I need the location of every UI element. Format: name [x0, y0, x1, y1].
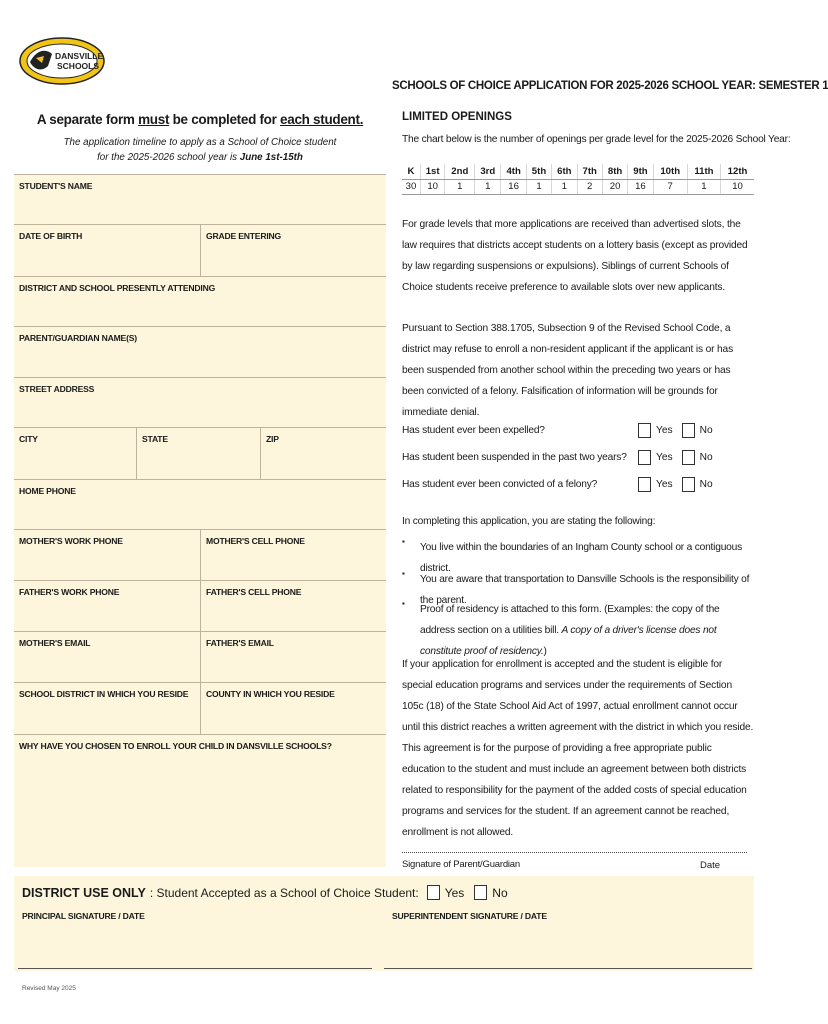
home-phone-label: HOME PHONE	[19, 486, 76, 496]
grade-cell: 4th	[501, 164, 526, 179]
openings-cell: 1	[445, 179, 475, 194]
no-label: No	[699, 425, 713, 436]
state-field[interactable]	[136, 428, 260, 479]
special-education-paragraph: If your application for enrollment is accepted and the student is eligible for special education programs and services under the requirements of Section 105c (18) of the State School Aid Act of 1997, actual enrollment cannot occur until this district reaches a written agreement with the district in which you reside. This agreement is for the purpose of providing a free appropriate public education to the student and must include an agreement between both districts related to responsibility for the payment of the added costs of special education programs and services for the student. If an agreement cannot be reached, enrollment is not allowed.	[402, 659, 754, 838]
revised-date: Revised May 2025	[22, 985, 76, 992]
separate-form-heading	[14, 112, 386, 127]
section-388-paragraph: Pursuant to Section 388.1705, Subsection 9 of the Revised School Code, a district may refuse to enroll a non-resident applicant if the applicant is or has been suspended from another school within the preceding two years or has been convicted of a felony. Falsification of information will be grounds for immediate denial.	[402, 323, 734, 418]
suspended-question: Has student been suspended in the past two years?	[402, 452, 627, 463]
proof-text-end: )	[543, 646, 547, 657]
parent-guardian-label: PARENT/GUARDIAN NAME(S)	[19, 333, 137, 343]
no-label: No	[699, 452, 713, 463]
student-form	[14, 174, 386, 867]
timeline-line2: for the 2025-2026 school year is	[97, 152, 240, 163]
limited-openings-heading: LIMITED OPENINGS	[402, 111, 512, 123]
openings-cell: 30	[402, 179, 420, 194]
lottery-paragraph: For grade levels that more applications are received than advertised slots, the law requires that districts accept students on a lottery basis (except as provided by law regarding suspensions or expulsions). Siblings of current Schools of Choice students receive preference to available slots over new applicants.	[402, 219, 748, 293]
city-field[interactable]	[14, 428, 136, 479]
heading-middle: be completed for	[169, 112, 281, 127]
suspended-options	[638, 450, 713, 465]
zip-field[interactable]	[260, 428, 386, 479]
city-state-zip-row	[14, 428, 386, 480]
timeline-dates: June 1st-15th	[239, 152, 303, 163]
grade-entering-field[interactable]	[200, 225, 386, 276]
limited-openings-subtitle: The chart below is the number of openings per grade level for the 2025-2026 School Year:	[402, 134, 791, 145]
openings-cell: 10	[420, 179, 445, 194]
expelled-options	[638, 423, 713, 438]
state-label: STATE	[142, 434, 168, 444]
fathers-email-field[interactable]	[200, 632, 386, 682]
date-of-birth-field[interactable]	[14, 225, 200, 276]
suspended-yes-checkbox[interactable]	[638, 450, 651, 465]
county-reside-label: COUNTY IN WHICH YOU RESIDE	[206, 689, 335, 699]
bullet-icon: ▪	[402, 569, 405, 578]
grade-cell: 11th	[687, 164, 720, 179]
fathers-work-phone-field[interactable]	[14, 581, 200, 631]
district-school-label: DISTRICT AND SCHOOL PRESENTLY ATTENDING	[19, 283, 216, 293]
district-acceptance-text: : Student Accepted as a School of Choice Student:	[149, 885, 419, 900]
grade-cell: K	[402, 164, 420, 179]
district-acceptance-line	[22, 885, 508, 900]
grade-cell: 7th	[577, 164, 602, 179]
yes-label: Yes	[444, 885, 465, 900]
openings-cell: 1	[687, 179, 720, 194]
openings-table	[402, 164, 754, 195]
mother-phone-row	[14, 530, 386, 581]
proof-text: Proof of residency is attached to this form. (Examples: the copy of the address section on a utilities bill.	[420, 604, 720, 636]
grade-cell: 5th	[526, 164, 551, 179]
county-reside-field[interactable]	[200, 683, 386, 734]
grade-entering-label: GRADE ENTERING	[206, 231, 282, 241]
felony-no-checkbox[interactable]	[682, 477, 695, 492]
bullet-ingham-county: You live within the boundaries of an Ingham County school or a contiguous district.	[420, 542, 742, 574]
grade-cell: 12th	[721, 164, 754, 179]
accepted-no-checkbox[interactable]	[474, 885, 487, 900]
openings-cell: 1	[552, 179, 577, 194]
parent-signature-line[interactable]	[402, 852, 747, 853]
why-chosen-field[interactable]	[14, 735, 386, 868]
dansville-schools-logo	[18, 36, 106, 86]
openings-cell: 10	[721, 179, 754, 194]
fathers-cell-phone-field[interactable]	[200, 581, 386, 631]
superintendent-signature-label: SUPERINTENDENT SIGNATURE / DATE	[392, 911, 547, 921]
grade-cell: 1st	[420, 164, 445, 179]
felony-yes-checkbox[interactable]	[638, 477, 651, 492]
document-title: SCHOOLS OF CHOICE APPLICATION FOR 2025-2026 SCHOOL YEAR: SEMESTER 1	[392, 80, 828, 92]
timeline-line1: The application timeline to apply as a School of Choice student	[63, 137, 337, 148]
fathers-email-label: FATHER'S EMAIL	[206, 638, 274, 648]
fathers-work-phone-label: FATHER'S WORK PHONE	[19, 587, 120, 597]
logo-line2: SCHOOLS	[57, 61, 100, 71]
stating-intro: In completing this application, you are stating the following:	[402, 516, 656, 527]
timeline-note	[14, 135, 386, 165]
mothers-work-phone-field[interactable]	[14, 530, 200, 580]
heading-must: must	[138, 112, 170, 127]
grade-cell: 2nd	[445, 164, 475, 179]
street-address-field[interactable]	[14, 378, 386, 428]
heading-prefix: A separate form	[36, 112, 139, 127]
grade-cell: 8th	[602, 164, 627, 179]
fathers-cell-phone-label: FATHER'S CELL PHONE	[206, 587, 302, 597]
mothers-email-field[interactable]	[14, 632, 200, 682]
student-name-field[interactable]	[14, 175, 386, 225]
date-label: Date	[700, 860, 721, 871]
grades-row	[402, 164, 754, 179]
openings-row	[402, 179, 754, 194]
grade-cell: 3rd	[475, 164, 501, 179]
openings-cell: 16	[628, 179, 653, 194]
felony-question: Has student ever been convicted of a felony?	[402, 479, 598, 490]
street-address-label: STREET ADDRESS	[19, 384, 95, 394]
bullet-icon: ▪	[402, 599, 405, 608]
mothers-work-phone-label: MOTHER'S WORK PHONE	[19, 536, 123, 546]
felony-options	[638, 477, 713, 492]
suspended-no-checkbox[interactable]	[682, 450, 695, 465]
school-district-reside-label: SCHOOL DISTRICT IN WHICH YOU RESIDE	[19, 689, 189, 699]
district-school-field[interactable]	[14, 277, 386, 327]
openings-cell: 1	[526, 179, 551, 194]
heading-each-student: each student.	[280, 112, 364, 127]
yes-label: Yes	[656, 452, 673, 463]
drivers-license-note: A copy of a driver's license does not constitute proof of residency.	[420, 625, 717, 657]
bullet-proof-of-residency	[420, 599, 754, 662]
why-chosen-label: WHY HAVE YOU CHOSEN TO ENROLL YOUR CHILD IN DANSVILLE SCHOOLS?	[19, 741, 332, 751]
openings-cell: 2	[577, 179, 602, 194]
student-name-label: STUDENT'S NAME	[19, 181, 93, 191]
dob-row	[14, 225, 386, 277]
principal-signature-line[interactable]	[18, 968, 372, 969]
email-row	[14, 632, 386, 683]
left-heading	[14, 112, 386, 165]
bullet-icon: ▪	[402, 537, 405, 546]
mothers-cell-phone-label: MOTHER'S CELL PHONE	[206, 536, 305, 546]
accepted-yes-checkbox[interactable]	[427, 885, 440, 900]
logo-line1: DANSVILLE	[55, 51, 104, 61]
date-of-birth-label: DATE OF BIRTH	[19, 231, 83, 241]
father-phone-row	[14, 581, 386, 632]
yes-label: Yes	[656, 479, 673, 490]
mothers-cell-phone-field[interactable]	[200, 530, 386, 580]
openings-cell: 7	[653, 179, 687, 194]
mothers-email-label: MOTHER'S EMAIL	[19, 638, 91, 648]
principal-signature-label: PRINCIPAL SIGNATURE / DATE	[22, 911, 145, 921]
parent-guardian-field[interactable]	[14, 327, 386, 378]
openings-cell: 20	[602, 179, 627, 194]
superintendent-signature-line[interactable]	[384, 968, 752, 969]
zip-label: ZIP	[266, 434, 279, 444]
openings-cell: 1	[475, 179, 501, 194]
expelled-question: Has student ever been expelled?	[402, 425, 545, 436]
openings-cell: 16	[501, 179, 526, 194]
grade-cell: 10th	[653, 164, 687, 179]
reside-row	[14, 683, 386, 735]
district-use-label: DISTRICT USE ONLY	[22, 885, 146, 900]
school-district-reside-field[interactable]	[14, 683, 200, 734]
no-label: No	[699, 479, 713, 490]
yes-label: Yes	[656, 425, 673, 436]
expelled-no-checkbox[interactable]	[682, 423, 695, 438]
grade-cell: 6th	[552, 164, 577, 179]
grade-cell: 9th	[628, 164, 653, 179]
no-label: No	[492, 885, 508, 900]
home-phone-field[interactable]	[14, 480, 386, 530]
expelled-yes-checkbox[interactable]	[638, 423, 651, 438]
parent-signature-label: Signature of Parent/Guardian	[402, 859, 520, 870]
bullet-transportation: You are aware that transportation to Dansville Schools is the responsibility of the parent.	[420, 574, 750, 606]
city-label: CITY	[19, 434, 38, 444]
